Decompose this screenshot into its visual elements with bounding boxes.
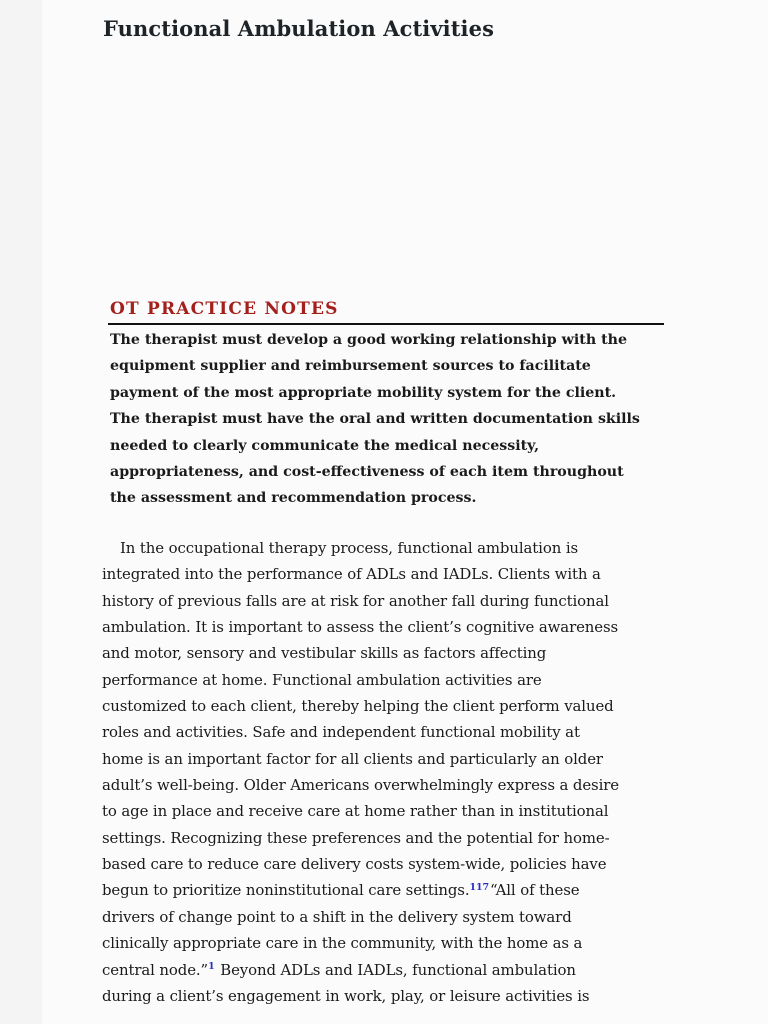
body-text: begun to prioritize noninstitutional care settings. <box>102 881 470 900</box>
body-line: based care to reduce care delivery costs system-wide, policies have <box>102 855 607 874</box>
body-line-with-citation <box>102 877 682 903</box>
body-line: roles and activities. Safe and independent functional mobility at <box>102 723 580 742</box>
citation-link-117[interactable]: 117 <box>469 881 489 893</box>
notes-line: equipment supplier and reimbursement sources to facilitate <box>110 358 591 375</box>
notes-line: the assessment and recommendation process. <box>110 490 477 507</box>
body-line: integrated into the performance of ADLs and IADLs. Clients with a <box>102 565 601 584</box>
body-line: home is an important factor for all clients and particularly an older <box>102 749 603 768</box>
body-line: customized to each client, thereby helping the client perform valued <box>102 697 614 716</box>
body-line: settings. Recognizing these preferences and the potential for home- <box>102 828 610 847</box>
body-text: “All of these <box>490 881 580 900</box>
body-line: history of previous falls are at risk for another fall during functional <box>102 591 609 610</box>
body-line: performance at home. Functional ambulation activities are <box>102 670 542 689</box>
notes-line: The therapist must develop a good working relationship with the <box>110 332 627 348</box>
body-line: adult’s well-being. Older Americans overwhelmingly express a desire <box>102 776 619 795</box>
body-text: central node.” <box>102 960 209 979</box>
body-line: clinically appropriate care in the community, with the home as a <box>102 934 583 953</box>
body-line: during a client’s engagement in work, play, or leisure activities is <box>102 986 590 1005</box>
citation-link-1[interactable]: 1 <box>208 960 215 972</box>
body-paragraph <box>102 535 682 1009</box>
notes-line: The therapist must have the oral and written documentation skills <box>110 411 640 428</box>
ot-practice-notes-box <box>108 297 664 512</box>
body-line-with-citation <box>102 957 682 983</box>
body-line: to age in place and receive care at home rather than in institutional <box>102 802 609 821</box>
body-line: In the occupational therapy process, functional ambulation is <box>120 539 579 557</box>
notes-line: needed to clearly communicate the medical necessity, <box>110 437 540 454</box>
notes-heading: OT PRACTICE NOTES <box>110 299 339 319</box>
notes-line: appropriateness, and cost-effectiveness of each item throughout <box>110 464 624 481</box>
body-line: ambulation. It is important to assess the client’s cognitive awareness <box>102 618 619 637</box>
body-line: and motor, sensory and vestibular skills as factors affecting <box>102 644 547 663</box>
notes-body <box>108 325 664 512</box>
section-title: Functional Ambulation Activities <box>103 16 495 41</box>
body-text: Beyond ADLs and IADLs, functional ambulation <box>215 960 576 979</box>
notes-line: payment of the most appropriate mobility system for the client. <box>110 384 617 401</box>
body-line: drivers of change point to a shift in the delivery system toward <box>102 907 572 926</box>
